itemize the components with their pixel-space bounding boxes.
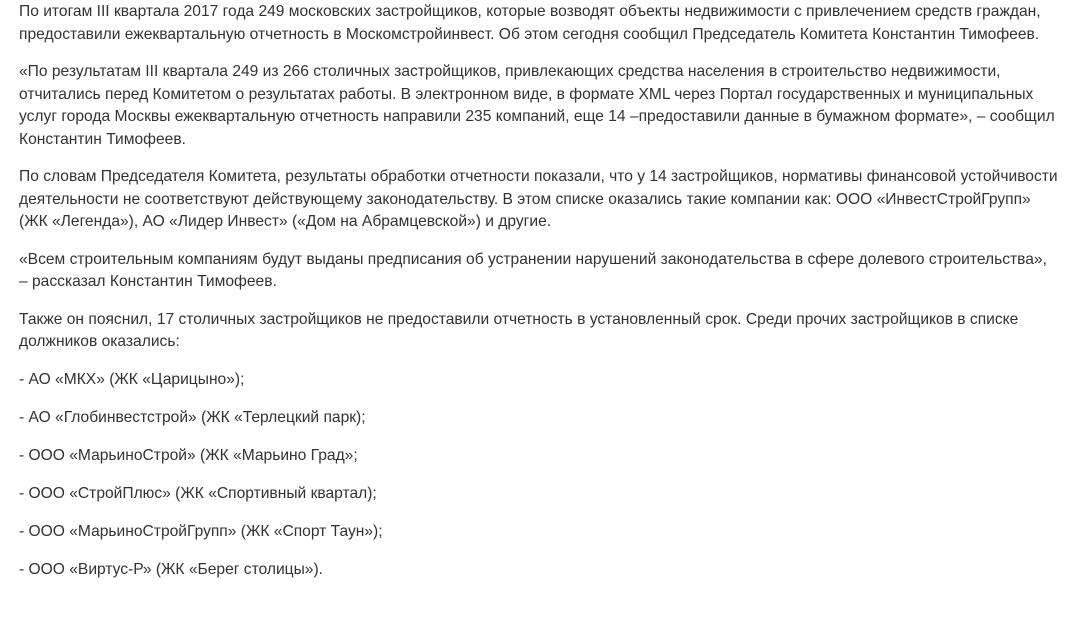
article-paragraph-quote-results: «По результатам III квартала 249 из 266 столичных застройщиков, привлекающих средства населения в строительство недвижимости, отчитались перед Комитетом о результатах работы. В электронном виде, в формате XML через Портал государственных и муниципальных услуг города Москвы ежеквартальную отчетность направили 235 компаний, еще 14 –предоставили данные в бумажном формате», – сообщил Константин Тимофеев.: [19, 63, 1055, 148]
debtor-list-item: - ООО «МарьиноСтрой» (ЖК «Марьино Град»;: [19, 446, 358, 464]
news-article: [19, 1, 1059, 597]
article-paragraph-quote-orders: «Всем строительным компаниям будут выданы предписания об устранении нарушений законодательства в сфере долевого строительства», – рассказал Константин Тимофеев.: [19, 250, 1047, 290]
debtor-list-item: - ООО «МарьиноСтройГрупп» (ЖК «Спорт Таун»);: [19, 522, 383, 540]
debtor-list-item: - АО «МКХ» (ЖК «Царицыно»);: [19, 370, 245, 388]
article-paragraph-intro: По итогам III квартала 2017 года 249 московских застройщиков, которые возводят объекты недвижимости с привлечением средств граждан, предоставили ежеквартальную отчетность в Москомстройинвест. Об этом сегодня сообщил Председатель Комитета Константин Тимофеев.: [19, 3, 1041, 43]
article-paragraph-debtors-intro: Также он пояснил, 17 столичных застройщиков не предоставили отчетность в установленный срок. Среди прочих застройщиков в списке должников оказались:: [19, 310, 1019, 350]
debtor-list-item: - ООО «Виртус-Р» (ЖК «Берег столицы»).: [19, 560, 324, 578]
article-paragraph-financial-norms: По словам Председателя Комитета, результаты обработки отчетности показали, что у 14 застройщиков, нормативы финансовой устойчивости деятельности не соответствуют действующему законодательству. В этом списке оказались такие компании как: ООО «ИнвестСтройГрупп» (ЖК «Легенда»), АО «Лидер Инвест» («Дом на Абрамцевской») и другие.: [19, 168, 1058, 230]
debtor-list-item: - ООО «СтройПлюс» (ЖК «Спортивный квартал);: [19, 484, 377, 502]
debtor-list-item: - АО «Глобинвестстрой» (ЖК «Терлецкий парк);: [19, 408, 366, 426]
